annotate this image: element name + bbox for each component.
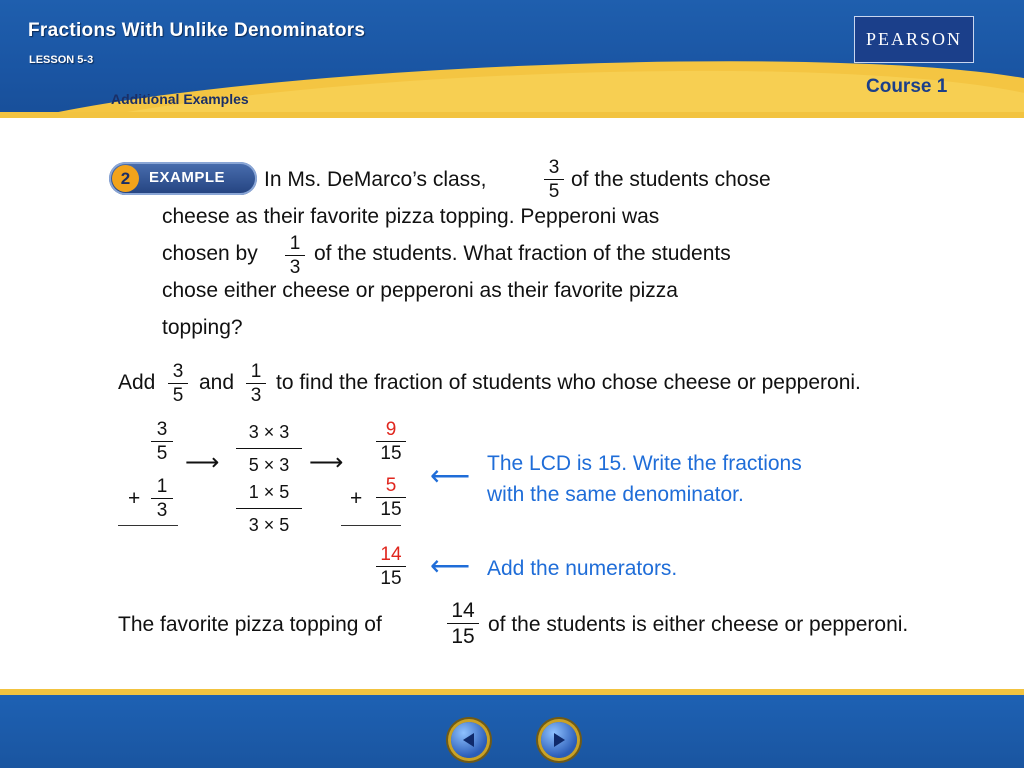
work-fraction-3-5 bbox=[151, 420, 173, 463]
mult-denominator: 3 × 5 bbox=[248, 515, 290, 535]
pearson-logo bbox=[854, 16, 974, 63]
fraction-bar bbox=[151, 441, 173, 442]
lesson-number: LESSON 5-3 bbox=[29, 54, 94, 66]
sum-rule-1 bbox=[118, 525, 178, 526]
footer-top-band bbox=[0, 689, 1024, 695]
footer-bar bbox=[0, 689, 1024, 768]
header-bottom-band bbox=[0, 112, 1024, 118]
lesson-title: Fractions With Unlike Denominators bbox=[28, 20, 366, 41]
fraction-denominator: 15 bbox=[380, 568, 402, 589]
fraction-bar bbox=[376, 566, 406, 567]
fraction-denominator: 15 bbox=[380, 443, 402, 464]
note-add-numerators: Add the numerators. bbox=[487, 557, 678, 580]
fraction-bar bbox=[376, 441, 406, 442]
fraction-bar bbox=[285, 255, 305, 256]
fraction-numerator: 3 bbox=[156, 419, 168, 440]
mult-expression-2 bbox=[236, 483, 302, 534]
fraction-bar bbox=[168, 383, 188, 384]
mult-expression-1 bbox=[236, 423, 302, 474]
fraction-denominator: 15 bbox=[380, 499, 402, 520]
right-arrow-icon: ⟶ bbox=[309, 449, 344, 476]
plus-sign-1: + bbox=[128, 487, 141, 510]
problem-line3-pre: chosen by bbox=[162, 242, 258, 265]
sum-fraction-14-15 bbox=[376, 545, 406, 588]
problem-line4: chose either cheese or pepperoni as their favorite pizza bbox=[162, 279, 678, 302]
fraction-numerator: 1 bbox=[156, 476, 168, 497]
problem-fraction-1-3 bbox=[285, 234, 305, 277]
example-number: 2 bbox=[112, 165, 139, 192]
fraction-bar bbox=[376, 497, 406, 498]
left-arrow-icon: ⟵ bbox=[430, 460, 471, 491]
fraction-denominator: 3 bbox=[250, 385, 262, 406]
fraction-numerator: 14 bbox=[451, 599, 475, 622]
problem-line1-post: of the students chose bbox=[571, 168, 771, 191]
fraction-numerator: 3 bbox=[172, 361, 184, 382]
answer-text-pre: The favorite pizza topping of bbox=[118, 613, 382, 636]
problem-fraction-3-5 bbox=[544, 158, 564, 201]
add-fraction-3-5 bbox=[168, 362, 188, 405]
equivalent-fraction-9-15 bbox=[376, 420, 406, 463]
work-fraction-1-3 bbox=[151, 477, 173, 520]
plus-sign-2: + bbox=[350, 487, 363, 510]
fraction-numerator: 5 bbox=[385, 475, 397, 496]
fraction-bar bbox=[246, 383, 266, 384]
answer-fraction bbox=[447, 600, 479, 647]
course-label: Course 1 bbox=[866, 76, 948, 97]
left-triangle-icon bbox=[460, 731, 478, 749]
add-fraction-1-3 bbox=[246, 362, 266, 405]
fraction-bar bbox=[236, 508, 302, 509]
fraction-bar bbox=[544, 179, 564, 180]
problem-line2: cheese as their favorite pizza topping. Pepperoni was bbox=[162, 205, 660, 228]
fraction-bar bbox=[151, 498, 173, 499]
example-badge bbox=[109, 162, 257, 195]
problem-line3-post: of the students. What fraction of the students bbox=[314, 242, 731, 265]
fraction-numerator: 9 bbox=[385, 419, 397, 440]
fraction-denominator: 5 bbox=[548, 181, 560, 202]
example-label: EXAMPLE bbox=[149, 169, 226, 186]
mult-denominator: 5 × 3 bbox=[248, 455, 290, 475]
fraction-denominator: 3 bbox=[156, 500, 168, 521]
fraction-bar bbox=[447, 623, 479, 624]
right-arrow-icon: ⟶ bbox=[185, 449, 220, 476]
fraction-numerator: 1 bbox=[289, 233, 301, 254]
next-slide-button[interactable] bbox=[541, 722, 577, 758]
note-lcd-line2: with the same denominator. bbox=[487, 483, 744, 506]
fraction-numerator: 3 bbox=[548, 157, 560, 178]
add-word: Add bbox=[118, 371, 156, 394]
fraction-denominator: 5 bbox=[156, 443, 168, 464]
fraction-bar bbox=[236, 448, 302, 449]
mult-numerator: 1 × 5 bbox=[248, 482, 290, 502]
fraction-denominator: 5 bbox=[172, 385, 184, 406]
fraction-denominator: 3 bbox=[289, 257, 301, 278]
right-triangle-icon bbox=[550, 731, 568, 749]
fraction-numerator: 1 bbox=[250, 361, 262, 382]
pearson-logo-text: PEARSON bbox=[865, 29, 963, 49]
fraction-denominator: 15 bbox=[451, 625, 475, 648]
answer-text-post: of the students is either cheese or pepperoni. bbox=[488, 613, 909, 636]
note-lcd-line1: The LCD is 15. Write the fractions bbox=[487, 452, 802, 475]
problem-line5: topping? bbox=[162, 316, 243, 339]
section-label: Additional Examples bbox=[111, 91, 249, 107]
fraction-numerator: 14 bbox=[380, 544, 402, 565]
sum-rule-2 bbox=[341, 525, 401, 526]
previous-slide-button[interactable] bbox=[451, 722, 487, 758]
equivalent-fraction-5-15 bbox=[376, 476, 406, 519]
left-arrow-icon: ⟵ bbox=[430, 550, 471, 581]
and-word: and bbox=[199, 371, 235, 394]
problem-line1-pre: In Ms. DeMarco’s class, bbox=[264, 168, 487, 191]
mult-numerator: 3 × 3 bbox=[248, 422, 290, 442]
find-text: to find the fraction of students who chose cheese or pepperoni. bbox=[276, 371, 861, 394]
